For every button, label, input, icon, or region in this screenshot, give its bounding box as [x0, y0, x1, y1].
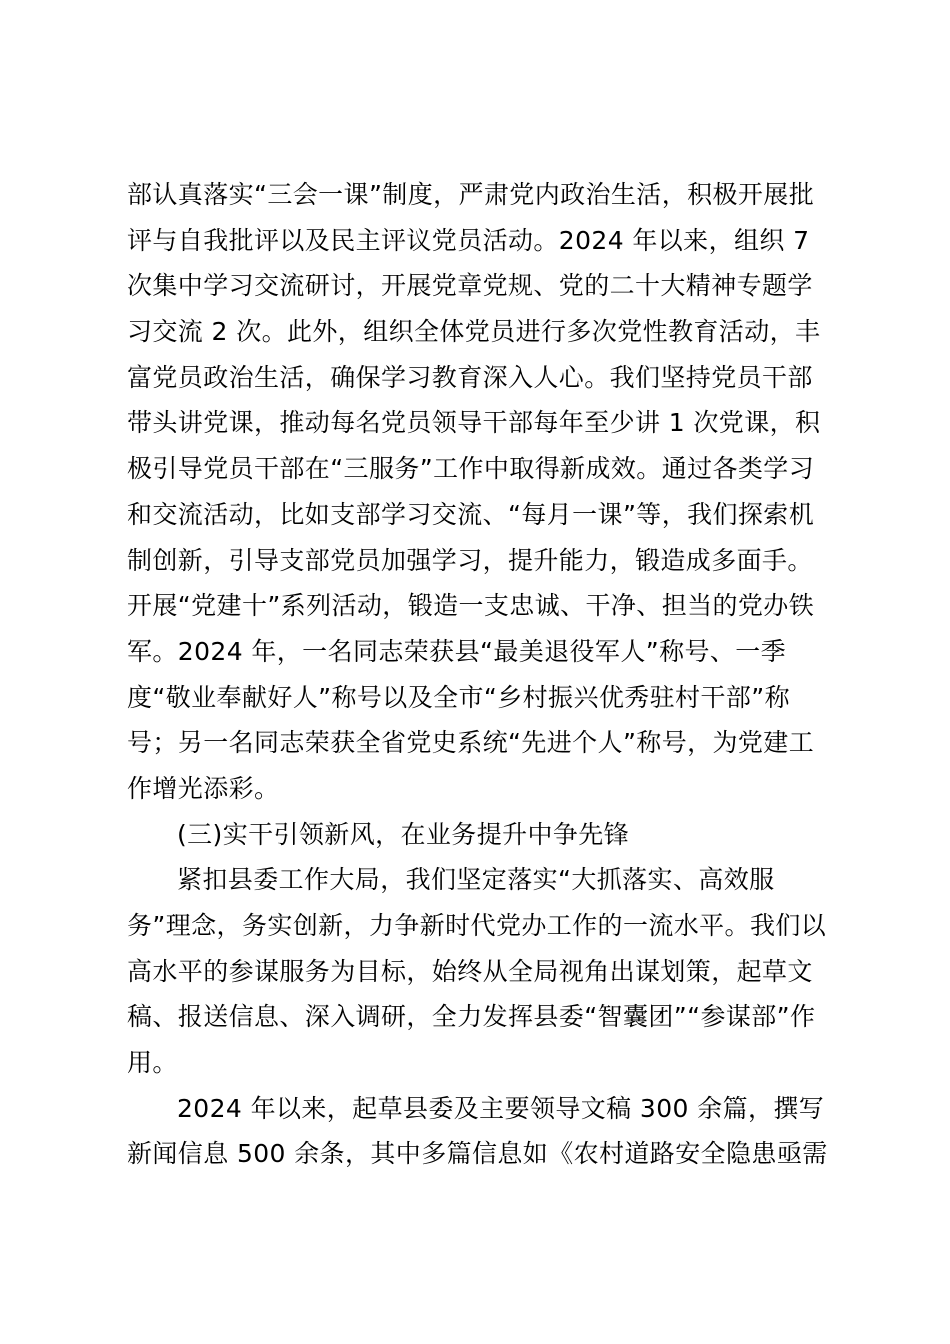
text-line: 习交流 2 次。此外，组织全体党员进行多次党性教育活动，丰 [127, 317, 821, 347]
paragraph-start-line: 2024 年以来，起草县委及主要领导文稿 300 余篇，撰写 [177, 1093, 825, 1123]
text-line: 部认真落实“三会一课”制度，严肃党内政治生活，积极开展批 [127, 180, 815, 209]
text-line: 评与自我批评以及民主评议党员活动。2024 年以来，组织 7 [127, 225, 810, 255]
text-line: 和交流活动，比如支部学习交流、“每月一课”等，我们探索机 [127, 499, 815, 529]
text-line: 度“敬业奉献好人”称号以及全市“乡村振兴优秀驻村干部”称 [127, 682, 791, 712]
paragraph-start-line: 紧扣县委工作大局，我们坚定落实“大抓落实、高效服 [177, 865, 775, 895]
text-line: 稿、报送信息、深入调研，全力发挥县委“智囊团”“参谋部”作 [127, 1002, 816, 1032]
text-line: 用。 [127, 1048, 178, 1078]
text-line: 高水平的参谋服务为目标，始终从全局视角出谋划策，起草文 [127, 956, 813, 986]
text-line: 富党员政治生活，确保学习教育深入人心。我们坚持党员干部 [127, 362, 813, 392]
document-body [127, 172, 827, 1177]
text-line: 带头讲党课，推动每名党员领导干部每年至少讲 1 次党课，积 [127, 408, 821, 438]
text-line: 开展“党建十”系列活动，锻造一支忠诚、干净、担当的党办铁 [127, 591, 815, 621]
text-line: 极引导党员干部在“三服务”工作中取得新成效。通过各类学习 [127, 454, 815, 484]
text-line: 务”理念，务实创新，力争新时代党办工作的一流水平。我们以 [127, 911, 827, 940]
text-line: 次集中学习交流研讨，开展党章党规、党的二十大精神专题学 [127, 271, 813, 301]
text-line: 作增光添彩。 [127, 773, 280, 803]
section-heading: (三)实干引领新风，在业务提升中争先锋 [177, 819, 630, 849]
text-line: 军。2024 年，一名同志荣获县“最美退役军人”称号、一季 [127, 636, 787, 666]
text-line: 号；另一名同志荣获全省党史系统“先进个人”称号，为党建工 [127, 728, 815, 758]
text-line: 制创新，引导支部党员加强学习，提升能力，锻造成多面手。 [127, 545, 813, 575]
text-line: 新闻信息 500 余条，其中多篇信息如《农村道路安全隐患亟需 [127, 1139, 828, 1169]
